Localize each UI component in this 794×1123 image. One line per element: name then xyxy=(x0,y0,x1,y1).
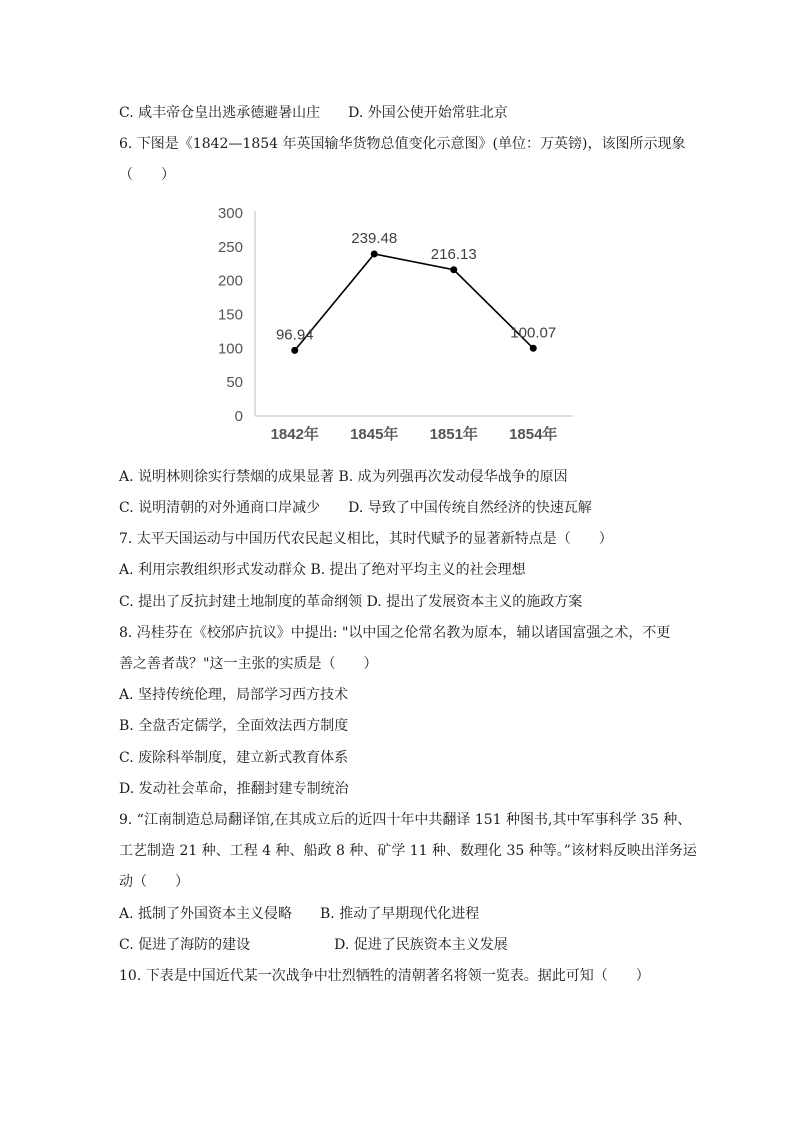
data-label: 216.13 xyxy=(430,245,477,263)
line-1-options-c-d: C. 咸丰帝仓皇出逃承德避暑山庄 D. 外国公使开始常驻北京 xyxy=(119,105,508,121)
question-8-option-d: D. 发动社会革命，推翻封建专制统治 xyxy=(119,781,349,797)
question-6-stem: 6. 下图是《1842—1854 年英国输华货物总值变化示意图》(单位：万英镑)，该图所示现象 xyxy=(119,136,686,152)
y-tick-label: 200 xyxy=(217,272,243,290)
data-point xyxy=(371,250,378,257)
data-point xyxy=(530,345,537,352)
data-label: 96.94 xyxy=(275,326,314,344)
question-9-stem-3: 动（ ） xyxy=(119,874,189,890)
question-8-stem-1: 8. 冯桂芬在《校邠庐抗议》中提出: "以中国之伦常名教为原本，辅以诸国富强之术，不更 xyxy=(119,625,671,641)
data-point xyxy=(450,266,457,273)
question-8-option-a: A. 坚持传统伦理，局部学习西方技术 xyxy=(119,687,349,703)
question-8-option-b: B. 全盘否定儒学，全面效法西方制度 xyxy=(119,718,349,734)
data-point xyxy=(291,347,298,354)
line-chart xyxy=(200,198,590,448)
question-9-stem-2: 工艺制造 21 种、工程 4 种、船政 8 种、矿学 11 种、数理化 35 种等。”该材料反映出洋务运 xyxy=(119,843,697,859)
y-tick-label: 50 xyxy=(226,374,243,392)
y-tick-label: 0 xyxy=(234,408,243,425)
series-line xyxy=(295,254,534,350)
question-6-option-c-d: C. 说明清朝的对外通商口岸减少 D. 导致了中国传统自然经济的快速瓦解 xyxy=(119,500,592,516)
question-8-option-c: C. 废除科举制度，建立新式教育体系 xyxy=(119,750,349,766)
question-7-option-c-d: C. 提出了反抗封建土地制度的革命纲领 D. 提出了发展资本主义的施政方案 xyxy=(119,594,583,610)
question-6-blank: （ ） xyxy=(119,167,175,183)
question-8-stem-2: 善之善者哉？"这一主张的实质是（ ） xyxy=(119,656,378,672)
question-9-option-a-b: A. 抵制了外国资本主义侵略 B. 推动了早期现代化进程 xyxy=(119,906,480,922)
question-6-option-a-b: A. 说明林则徐实行禁烟的成果显著 B. 成为列强再次发动侵华战争的原因 xyxy=(119,469,568,485)
question-7-option-a-b: A. 利用宗教组织形式发动群众 B. 提出了绝对平均主义的社会理想 xyxy=(119,562,526,578)
y-tick-label: 150 xyxy=(217,306,243,324)
x-tick-label: 1854年 xyxy=(509,426,558,443)
y-tick-label: 250 xyxy=(217,238,243,256)
x-tick-label: 1851年 xyxy=(429,426,478,443)
y-tick-label: 100 xyxy=(217,340,243,358)
x-tick-label: 1845年 xyxy=(350,426,399,443)
data-label: 100.07 xyxy=(510,324,557,342)
question-9-option-c-d: C. 促进了海防的建设 D. 促进了民族资本主义发展 xyxy=(119,937,508,953)
question-10-stem: 10. 下表是中国近代某一次战争中壮烈牺牲的清朝著名将领一览表。据此可知（ ） xyxy=(119,968,650,984)
data-label: 239.48 xyxy=(351,229,398,247)
y-tick-label: 300 xyxy=(217,205,243,222)
question-9-stem-1: 9. “江南制造总局翻译馆,在其成立后的近四十年中共翻译 151 种图书,其中军事科学 35 种、 xyxy=(119,812,692,828)
x-tick-label: 1842年 xyxy=(270,426,319,443)
question-7-stem: 7. 太平天国运动与中国历代农民起义相比，其时代赋予的显著新特点是（ ） xyxy=(119,531,613,547)
